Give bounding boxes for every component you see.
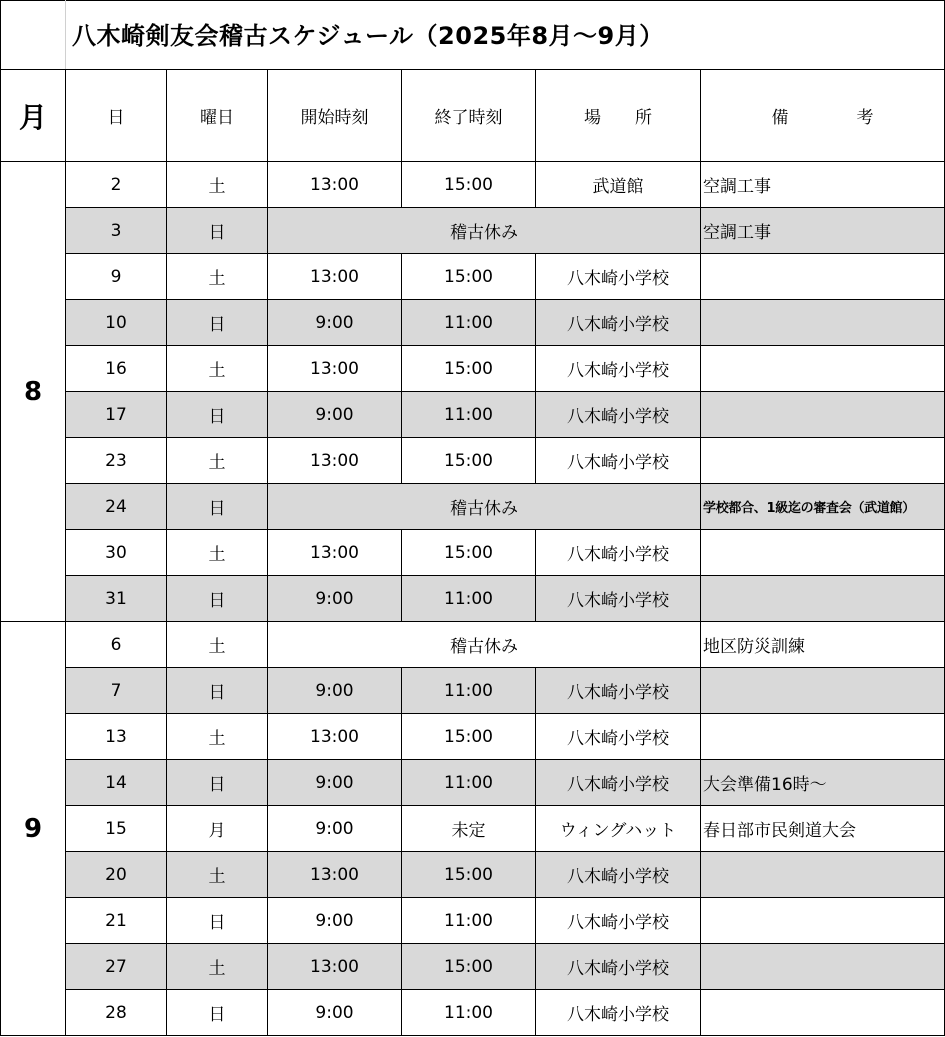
end-time-cell: 11:00 [402, 576, 536, 622]
table-row [1, 576, 945, 622]
table-row [1, 668, 945, 714]
day-cell: 13 [66, 714, 167, 760]
weekday-cell: 土 [167, 714, 268, 760]
day-cell: 28 [66, 990, 167, 1036]
day-cell: 9 [66, 254, 167, 300]
closed-cell: 稽古休み [268, 208, 701, 254]
weekday-cell: 土 [167, 622, 268, 668]
weekday-cell: 月 [167, 806, 268, 852]
start-time-cell: 13:00 [268, 346, 402, 392]
note-cell: 大会準備16時～ [701, 760, 945, 806]
end-time-cell: 15:00 [402, 346, 536, 392]
closed-cell: 稽古休み [268, 484, 701, 530]
day-cell: 17 [66, 392, 167, 438]
day-cell: 24 [66, 484, 167, 530]
weekday-cell: 土 [167, 944, 268, 990]
table-row [1, 714, 945, 760]
note-cell [701, 668, 945, 714]
weekday-cell: 日 [167, 300, 268, 346]
note-cell [701, 944, 945, 990]
note-cell: 空調工事 [701, 162, 945, 208]
schedule-table [0, 69, 945, 1036]
weekday-cell: 土 [167, 254, 268, 300]
place-cell: 八木崎小学校 [536, 760, 701, 806]
start-time-cell: 13:00 [268, 438, 402, 484]
note-cell [701, 438, 945, 484]
start-time-cell: 13:00 [268, 530, 402, 576]
note-cell: 学校都合、1級迄の審査会（武道館） [701, 484, 945, 530]
table-row [1, 300, 945, 346]
end-time-cell: 15:00 [402, 254, 536, 300]
start-time-cell: 13:00 [268, 162, 402, 208]
note-cell: 春日部市民剣道大会 [701, 806, 945, 852]
table-row [1, 622, 945, 668]
day-cell: 23 [66, 438, 167, 484]
start-time-cell: 9:00 [268, 668, 402, 714]
table-row [1, 944, 945, 990]
start-time-cell: 9:00 [268, 898, 402, 944]
start-time-cell: 13:00 [268, 944, 402, 990]
place-cell: 八木崎小学校 [536, 944, 701, 990]
day-cell: 31 [66, 576, 167, 622]
day-cell: 21 [66, 898, 167, 944]
end-time-cell: 11:00 [402, 392, 536, 438]
day-cell: 10 [66, 300, 167, 346]
place-cell: 八木崎小学校 [536, 714, 701, 760]
note-cell: 地区防災訓練 [701, 622, 945, 668]
start-time-cell: 13:00 [268, 714, 402, 760]
weekday-cell: 土 [167, 346, 268, 392]
header-day: 日 [66, 70, 167, 162]
place-cell: 八木崎小学校 [536, 392, 701, 438]
header-row [1, 70, 945, 162]
note-cell [701, 852, 945, 898]
table-row [1, 990, 945, 1036]
place-cell: 八木崎小学校 [536, 898, 701, 944]
header-month: 月 [1, 70, 66, 162]
start-time-cell: 13:00 [268, 852, 402, 898]
weekday-cell: 日 [167, 208, 268, 254]
end-time-cell: 15:00 [402, 438, 536, 484]
table-row [1, 806, 945, 852]
end-time-cell: 11:00 [402, 760, 536, 806]
month-label: 9 [1, 622, 66, 1036]
note-cell [701, 898, 945, 944]
place-cell: 八木崎小学校 [536, 300, 701, 346]
grid-line [65, 0, 66, 70]
end-time-cell: 11:00 [402, 300, 536, 346]
day-cell: 14 [66, 760, 167, 806]
end-time-cell: 15:00 [402, 162, 536, 208]
page-title: 八木崎剣友会稽古スケジュール（2025年8月～9月） [72, 22, 664, 50]
table-row [1, 530, 945, 576]
weekday-cell: 土 [167, 438, 268, 484]
header-place: 場 所 [536, 70, 701, 162]
header-notes: 備 考 [701, 70, 945, 162]
table-row [1, 484, 945, 530]
day-cell: 15 [66, 806, 167, 852]
note-cell [701, 714, 945, 760]
header-end: 終了時刻 [402, 70, 536, 162]
weekday-cell: 日 [167, 760, 268, 806]
weekday-cell: 日 [167, 668, 268, 714]
start-time-cell: 9:00 [268, 760, 402, 806]
day-cell: 20 [66, 852, 167, 898]
end-time-cell: 11:00 [402, 668, 536, 714]
start-time-cell: 9:00 [268, 300, 402, 346]
header-start: 開始時刻 [268, 70, 402, 162]
day-cell: 16 [66, 346, 167, 392]
place-cell: 八木崎小学校 [536, 254, 701, 300]
day-cell: 6 [66, 622, 167, 668]
start-time-cell: 9:00 [268, 806, 402, 852]
end-time-cell: 15:00 [402, 714, 536, 760]
note-cell [701, 346, 945, 392]
place-cell: 八木崎小学校 [536, 668, 701, 714]
top-border [0, 0, 945, 1]
table-row [1, 162, 945, 208]
start-time-cell: 9:00 [268, 576, 402, 622]
place-cell: ウィングハット [536, 806, 701, 852]
day-cell: 30 [66, 530, 167, 576]
place-cell: 八木崎小学校 [536, 530, 701, 576]
end-time-cell: 15:00 [402, 852, 536, 898]
left-border [0, 0, 1, 70]
note-cell [701, 990, 945, 1036]
weekday-cell: 土 [167, 852, 268, 898]
month-label: 8 [1, 162, 66, 622]
weekday-cell: 土 [167, 530, 268, 576]
weekday-cell: 日 [167, 898, 268, 944]
place-cell: 八木崎小学校 [536, 990, 701, 1036]
end-time-cell: 15:00 [402, 944, 536, 990]
end-time-cell: 未定 [402, 806, 536, 852]
weekday-cell: 日 [167, 990, 268, 1036]
weekday-cell: 日 [167, 392, 268, 438]
end-time-cell: 11:00 [402, 990, 536, 1036]
table-row [1, 346, 945, 392]
closed-cell: 稽古休み [268, 622, 701, 668]
start-time-cell: 13:00 [268, 254, 402, 300]
place-cell: 八木崎小学校 [536, 438, 701, 484]
note-cell [701, 300, 945, 346]
note-cell [701, 392, 945, 438]
table-row [1, 898, 945, 944]
note-cell [701, 530, 945, 576]
table-row [1, 254, 945, 300]
header-weekday: 曜日 [167, 70, 268, 162]
day-cell: 3 [66, 208, 167, 254]
table-row [1, 392, 945, 438]
day-cell: 2 [66, 162, 167, 208]
place-cell: 武道館 [536, 162, 701, 208]
end-time-cell: 15:00 [402, 530, 536, 576]
table-row [1, 760, 945, 806]
end-time-cell: 11:00 [402, 898, 536, 944]
note-cell: 空調工事 [701, 208, 945, 254]
table-row [1, 852, 945, 898]
place-cell: 八木崎小学校 [536, 346, 701, 392]
table-row [1, 438, 945, 484]
weekday-cell: 日 [167, 484, 268, 530]
place-cell: 八木崎小学校 [536, 576, 701, 622]
start-time-cell: 9:00 [268, 990, 402, 1036]
day-cell: 27 [66, 944, 167, 990]
weekday-cell: 日 [167, 576, 268, 622]
start-time-cell: 9:00 [268, 392, 402, 438]
note-cell [701, 254, 945, 300]
weekday-cell: 土 [167, 162, 268, 208]
place-cell: 八木崎小学校 [536, 852, 701, 898]
note-cell [701, 576, 945, 622]
day-cell: 7 [66, 668, 167, 714]
table-row [1, 208, 945, 254]
